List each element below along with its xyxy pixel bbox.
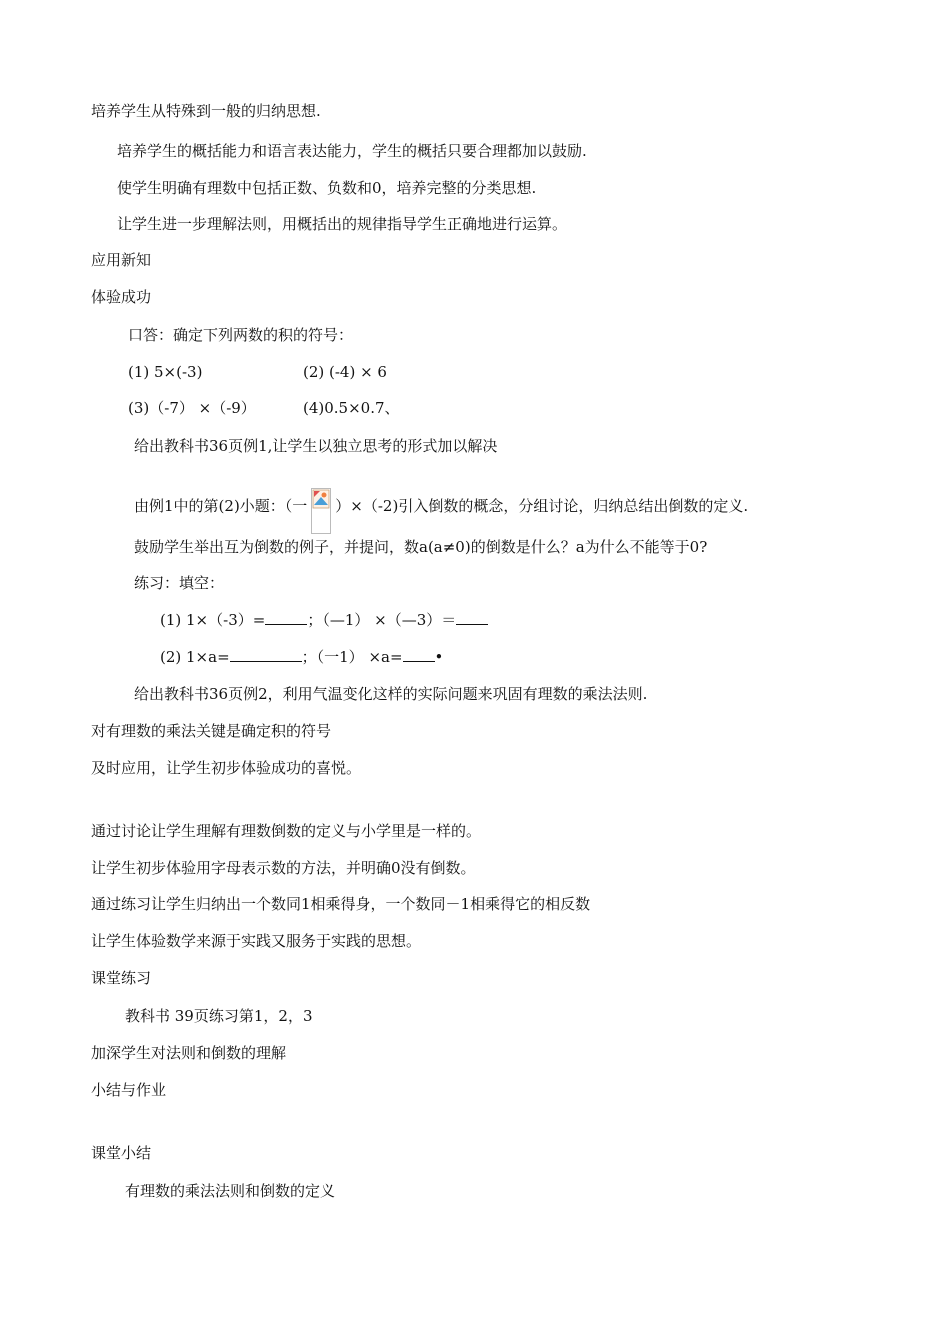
text-line: 培养学生从特殊到一般的归纳思想. [91,102,321,120]
text-line: 及时应用，让学生初步体验成功的喜悦。 [91,759,362,777]
exercise-item: (1) 5×(-3) [128,363,203,381]
text-segment: ；（一1） ×a= [301,648,403,666]
exercise-item: (2) (-4) × 6 [303,363,387,381]
fill-blank-item [160,647,443,667]
text-line: 让学生体验数学来源于实践又服务于实践的思想。 [91,932,422,950]
text-segment: (1) 1×（-3）= [160,611,266,629]
section-heading: 课堂小结 [91,1144,152,1162]
text-line: 给出教科书36页例2，利用气温变化这样的实际问题来巩固有理数的乘法法则. [134,685,648,703]
text-segment: (2) 1×a= [160,648,230,666]
text-line: 有理数的乘法法则和倒数的定义 [125,1182,336,1200]
exercise-item: (4)0.5×0.7、 [303,399,400,417]
text-line-with-image [134,484,748,530]
section-heading: 体验成功 [91,288,152,306]
text-segment: ）×（-2)引入倒数的概念，分组讨论，归纳总结出倒数的定义. [335,497,749,515]
text-segment: ；（—1） ×（—3）＝ [307,611,457,629]
text-line: 让学生进一步理解法则，用概括出的规律指导学生正确地进行运算。 [117,215,568,233]
text-line: 给出教科书36页例1,让学生以独立思考的形式加以解决 [134,437,498,455]
section-heading: 小结与作业 [91,1081,167,1099]
exercise-item: (3)（-7） ×（-9） [128,399,256,417]
answer-blank[interactable] [403,647,435,662]
text-line: 加深学生对法则和倒数的理解 [91,1044,287,1062]
text-segment: • [434,648,444,666]
text-line: 通过练习让学生归纳出一个数同1相乘得身，一个数同－1相乘得它的相反数 [91,895,591,913]
text-line: 口答：确定下列两数的积的符号： [128,326,354,344]
answer-blank[interactable] [265,610,307,625]
fill-blank-item [160,610,488,630]
text-line: 使学生明确有理数中包括正数、负数和0，培养完整的分类思想. [117,179,537,197]
text-line: 教科书 39页练习第1，2，3 [125,1007,313,1025]
text-line: 培养学生的概括能力和语言表达能力，学生的概括只要合理都加以鼓励. [117,142,587,160]
text-line: 练习：填空： [134,574,225,592]
text-line: 对有理数的乘法关键是确定积的符号 [91,722,332,740]
text-line: 通过讨论让学生理解有理数倒数的定义与小学里是一样的。 [91,822,482,840]
broken-image-icon [311,488,331,534]
answer-blank[interactable] [456,610,488,625]
text-segment: 由例1中的第(2)小题：（一 [134,497,308,515]
text-line: 让学生初步体验用字母表示数的方法，并明确0没有倒数。 [91,859,476,877]
text-line: 鼓励学生举出互为倒数的例子，并提问，数a(a≠0)的倒数是什么？a为什么不能等于0? [134,538,708,556]
section-heading: 应用新知 [91,251,152,269]
answer-blank[interactable] [230,647,302,662]
section-heading: 课堂练习 [91,969,152,987]
